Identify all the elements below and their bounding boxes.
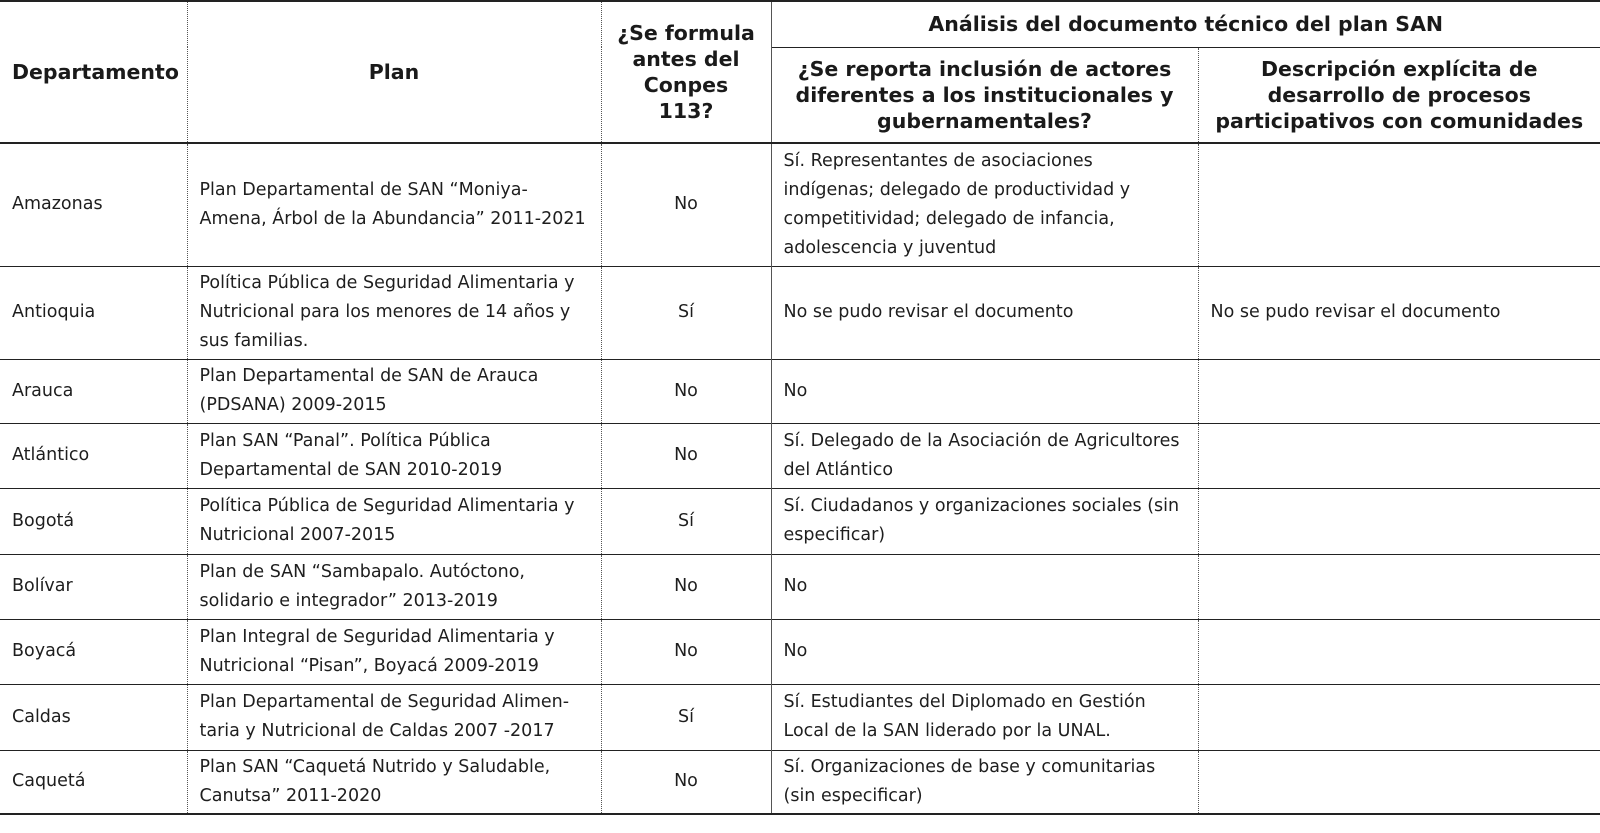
cell-plan: Plan Departamental de SAN “Moniya-Amena, Árbol de la Abundancia” 2011-2021 <box>187 143 601 266</box>
header-descripcion: Descripción explícita de desarrollo de procesos participativos con comunidades <box>1198 47 1600 143</box>
cell-departamento: Bolívar <box>0 554 187 619</box>
cell-conpes: No <box>601 143 771 266</box>
cell-plan: Plan Departamental de SAN de Arauca (PDSANA) 2009-2015 <box>187 359 601 423</box>
cell-plan: Plan SAN “Caquetá Nutrido y Saludable, Canutsa” 2011-2020 <box>187 750 601 814</box>
header-plan: Plan <box>187 1 601 143</box>
cell-plan: Política Pública de Seguridad Alimentaria y Nutricional para los menores de 14 años y sus familias. <box>187 266 601 359</box>
cell-conpes: Sí <box>601 684 771 750</box>
cell-conpes: No <box>601 554 771 619</box>
cell-plan: Política Pública de Seguridad Alimentaria y Nutricional 2007-2015 <box>187 488 601 554</box>
cell-plan: Plan Integral de Seguridad Alimentaria y Nutricional “Pisan”, Boyacá 2009-2019 <box>187 619 601 684</box>
cell-departamento: Antioquia <box>0 266 187 359</box>
cell-departamento: Amazonas <box>0 143 187 266</box>
cell-departamento: Arauca <box>0 359 187 423</box>
table-row <box>0 488 1600 554</box>
cell-conpes: Sí <box>601 266 771 359</box>
cell-actores: Sí. Representantes de asociaciones indígenas; delegado de productividad y competitividad; delegado de infancia, adolescencia y juventud <box>771 143 1198 266</box>
table-body <box>0 143 1600 814</box>
cell-conpes: No <box>601 359 771 423</box>
header-departamento: Departamento <box>0 1 187 143</box>
cell-conpes: No <box>601 619 771 684</box>
cell-actores: No <box>771 359 1198 423</box>
table-row <box>0 423 1600 488</box>
cell-descripcion <box>1198 488 1600 554</box>
cell-descripcion <box>1198 554 1600 619</box>
cell-actores: No <box>771 619 1198 684</box>
cell-departamento: Bogotá <box>0 488 187 554</box>
cell-actores: No se pudo revisar el documento <box>771 266 1198 359</box>
header-actores: ¿Se reporta inclusión de actores diferentes a los institucionales y gubernamentales? <box>771 47 1198 143</box>
cell-descripcion <box>1198 619 1600 684</box>
cell-departamento: Caquetá <box>0 750 187 814</box>
cell-descripcion <box>1198 423 1600 488</box>
cell-actores: Sí. Ciudadanos y organizaciones sociales (sin especificar) <box>771 488 1198 554</box>
cell-conpes: No <box>601 423 771 488</box>
cell-departamento: Atlántico <box>0 423 187 488</box>
cell-actores: Sí. Delegado de la Asociación de Agricultores del Atlántico <box>771 423 1198 488</box>
cell-departamento: Caldas <box>0 684 187 750</box>
cell-descripcion <box>1198 143 1600 266</box>
table-row <box>0 554 1600 619</box>
cell-plan: Plan SAN “Panal”. Política Pública Departamental de SAN 2010-2019 <box>187 423 601 488</box>
header-conpes: ¿Se formula antes del Conpes 113? <box>601 1 771 143</box>
table-row <box>0 750 1600 814</box>
cell-conpes: No <box>601 750 771 814</box>
cell-descripcion: No se pudo revisar el documento <box>1198 266 1600 359</box>
table-row <box>0 266 1600 359</box>
table-header <box>0 1 1600 143</box>
table-row <box>0 684 1600 750</box>
cell-descripcion <box>1198 684 1600 750</box>
cell-descripcion <box>1198 359 1600 423</box>
cell-actores: Sí. Organizaciones de base y comunitarias (sin especificar) <box>771 750 1198 814</box>
cell-plan: Plan Departamental de Seguridad Alimen-taria y Nutricional de Caldas 2007 -2017 <box>187 684 601 750</box>
cell-descripcion <box>1198 750 1600 814</box>
cell-actores: No <box>771 554 1198 619</box>
cell-plan: Plan de SAN “Sambapalo. Autóctono, solidario e integrador” 2013-2019 <box>187 554 601 619</box>
cell-conpes: Sí <box>601 488 771 554</box>
cell-departamento: Boyacá <box>0 619 187 684</box>
cell-actores: Sí. Estudiantes del Diplomado en Gestión Local de la SAN liderado por la UNAL. <box>771 684 1198 750</box>
table-row <box>0 143 1600 266</box>
header-analisis: Análisis del documento técnico del plan SAN <box>771 1 1600 47</box>
table-row <box>0 619 1600 684</box>
table-row <box>0 359 1600 423</box>
